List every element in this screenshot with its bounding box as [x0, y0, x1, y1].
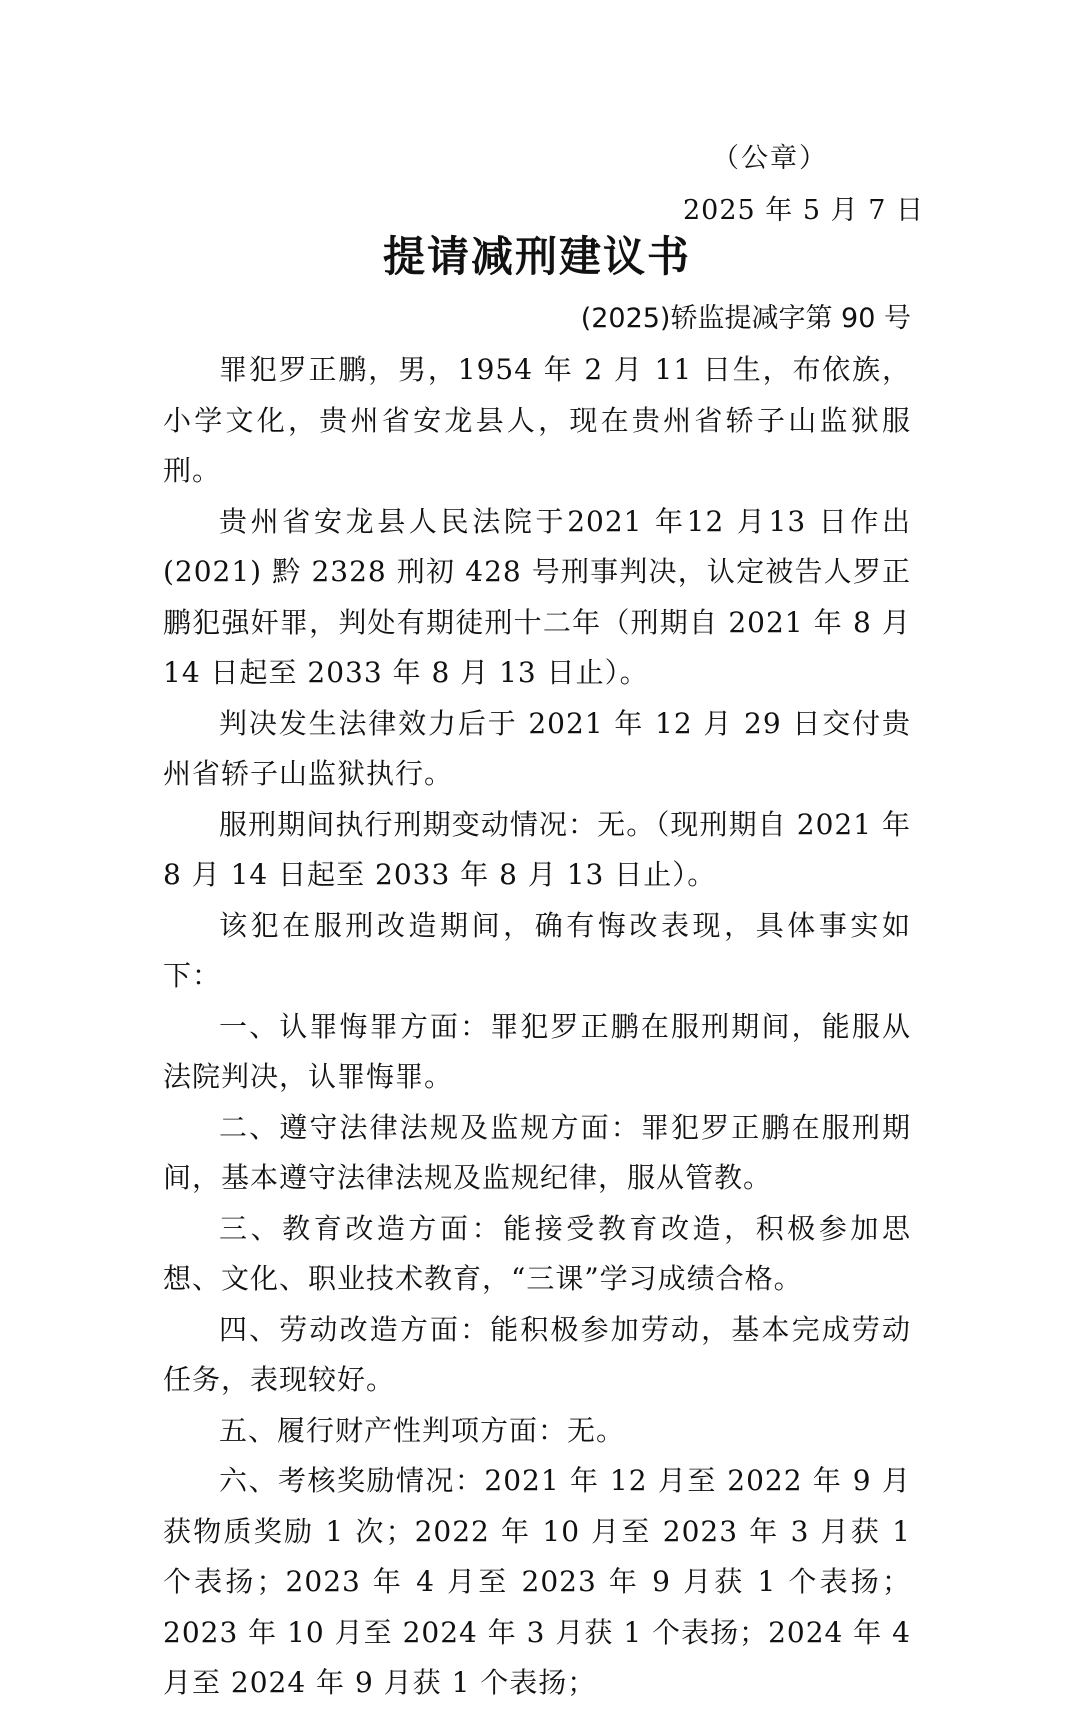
paragraph-sentence-changes: 服刑期间执行刑期变动情况：无。（现刑期自 2021 年 8 月 14 日起至 2033 年 8 月 13 日止）。: [163, 807, 911, 891]
paragraph-repentance-intro: 该犯在服刑改造期间，确有悔改表现，具体事实如下：: [163, 908, 911, 992]
paragraph-delivery: 判决发生法律效力后于 2021 年 12 月 29 日交付贵州省轿子山监狱执行。: [163, 706, 911, 790]
official-seal-note: （公章）: [712, 143, 828, 174]
paragraph-item-1: 一、认罪悔罪方面：罪犯罗正鹏在服刑期间，能服从法院判决，认罪悔罪。: [163, 1009, 911, 1093]
paragraph-original-judgment: 贵州省安龙县人民法院于2021 年12 月13 日作出(2021) 黔 2328 刑初 428 号刑事判决，认定被告人罗正鹏犯强奸罪，判处有期徒刑十二年（刑期自 2021 年 8 月 14 日起至 2033 年 8 月 13 日止）。: [163, 504, 911, 689]
document-date: 2025 年 5 月 7 日: [683, 195, 924, 226]
paragraph-item-3: 三、教育改造方面：能接受教育改造，积极参加思想、文化、职业技术教育，“三课”学习成绩合格。: [163, 1211, 911, 1295]
paragraph-item-2: 二、遵守法律法规及监规方面：罪犯罗正鹏在服刑期间，基本遵守法律法规及监规纪律，服从管教。: [163, 1110, 911, 1194]
document-body: [163, 345, 911, 1709]
paragraph-prisoner-info: 罪犯罗正鹏，男，1954 年 2 月 11 日生，布依族，小学文化，贵州省安龙县人，现在贵州省轿子山监狱服刑。: [163, 353, 911, 487]
paragraph-item-5: 五、履行财产性判项方面：无。: [219, 1413, 626, 1447]
document-title: 提请减刑建议书: [382, 232, 691, 281]
paragraph-item-4: 四、劳动改造方面：能积极参加劳动，基本完成劳动任务，表现较好。: [163, 1312, 911, 1396]
document-number: (2025)轿监提减字第 90 号: [580, 303, 911, 334]
paragraph-item-6: 六、考核奖励情况：2021 年 12 月至 2022 年 9 月获物质奖励 1 次；2022 年 10 月至 2023 年 3 月获 1 个表扬；2023 年 4 月至 2023 年 9 月获 1 个表扬；2023 年 10 月至 2024 年 3 月获 1 个表扬；2024 年 4 月至 2024 年 9 月获 1 个表扬；: [163, 1464, 911, 1699]
